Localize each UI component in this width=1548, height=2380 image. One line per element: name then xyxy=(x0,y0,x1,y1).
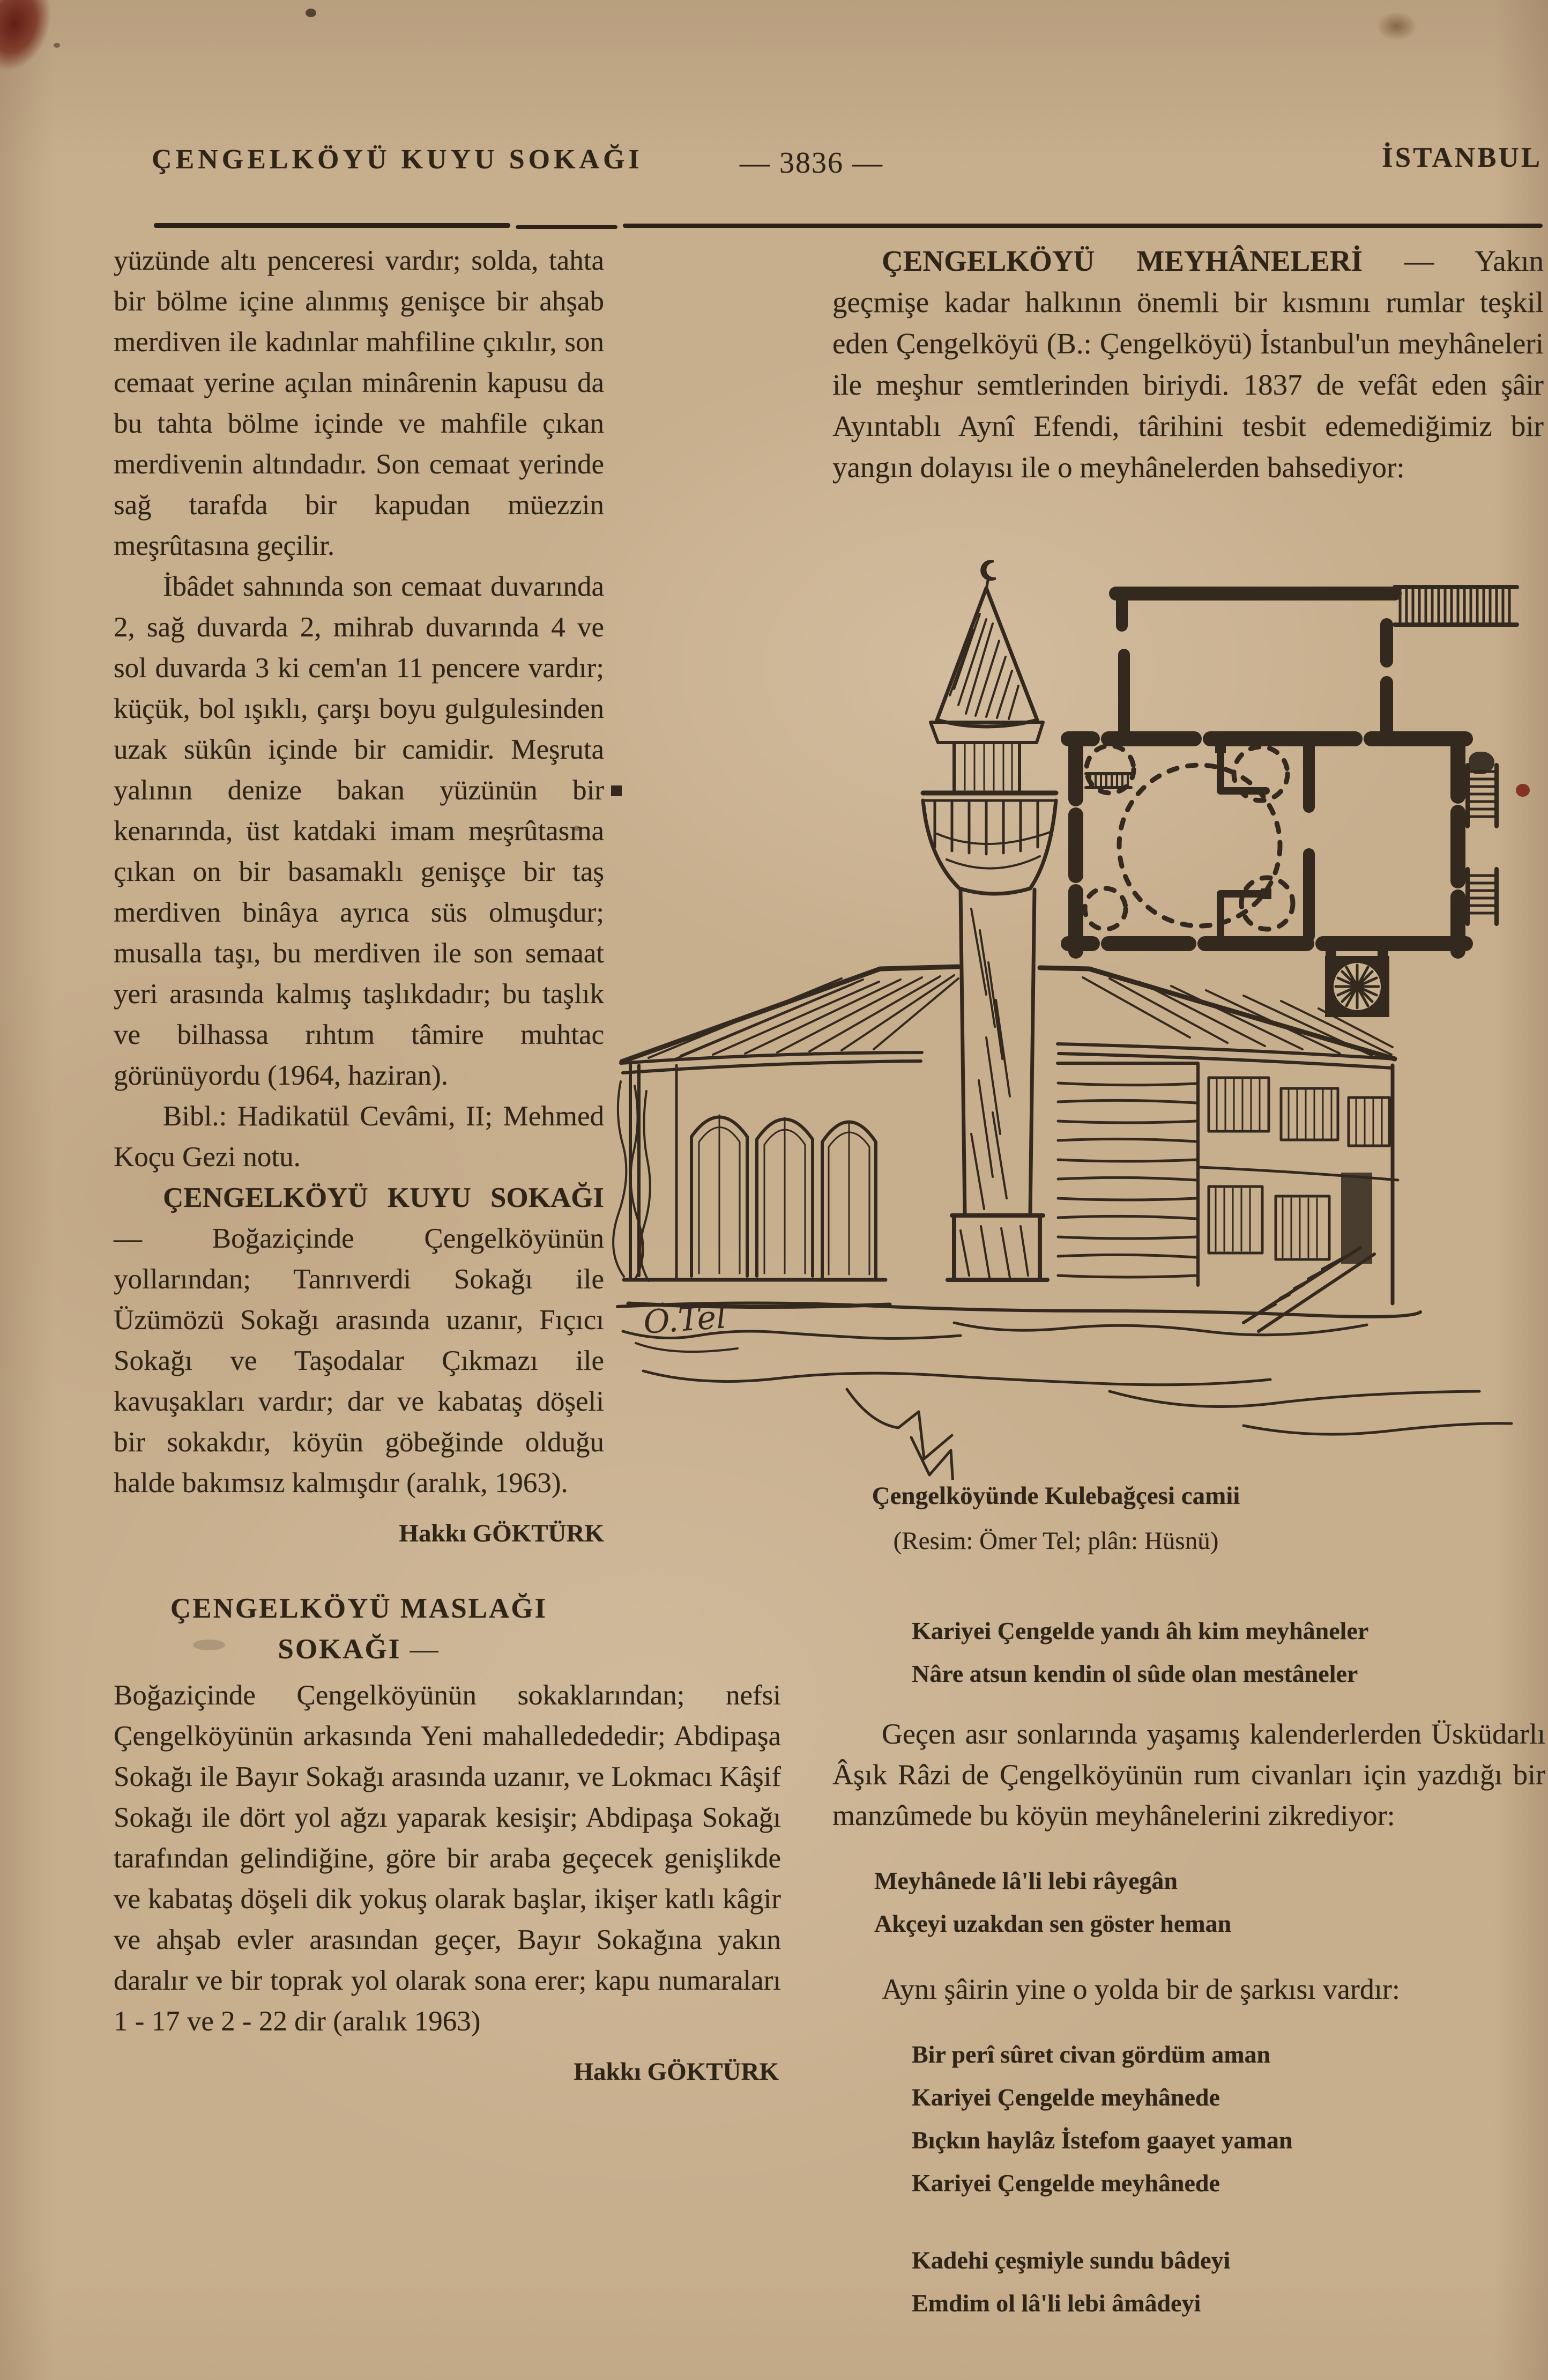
mosque-sketch-figure xyxy=(611,552,1544,1480)
paper-fleck xyxy=(306,9,316,17)
body-paragraph: Geçen asır sonlarında yaşamış kalenderlerden Üsküdarlı Âşık Râzi de Çengelköyünün rum civanları için yazdığı bir manzûmede bu köyün meyhânelerini zikrediyor: xyxy=(832,1718,1545,1832)
paper-smudge xyxy=(1376,12,1417,41)
verse-line: Bıçkın haylâz İstefom gaayet yaman xyxy=(912,2126,1293,2154)
header-rule-segment xyxy=(516,225,617,229)
verse-line: Kariyei Çengelde meyhânede xyxy=(912,2084,1220,2111)
body-paragraph: Aynı şâirin yine o yolda bir de şarkısı vardır: xyxy=(882,1973,1400,2005)
entry-meyhaneleri xyxy=(832,240,1544,488)
entry-body: — Yakın geçmişe kadar halkının önemli bir kısmını rumlar teşkil eden Çengelköyü (B.: Çengelköyü) İstanbul'un meyhâneleri ile meşhur semtlerinden biriydi. 1837 de vefât eden şâir Ayıntablı Aynî Efendi, târihini tesbit edemediğimiz bir yangın dolayısı ile o meyhânelerden bahsediyor: xyxy=(832,244,1544,484)
couplet-1 xyxy=(912,1610,1545,1695)
right-column-top xyxy=(832,240,1544,488)
couplet-3 xyxy=(912,2239,1545,2325)
figure-caption-line1: Çengelköyünde Kulebağçesi camii xyxy=(872,1482,1240,1510)
author-signature: Hakkı GÖKTÜRK xyxy=(399,1519,604,1547)
verse-line: Nâre atsun kendin ol sûde olan mestâneler xyxy=(912,1660,1358,1687)
body-paragraph: yüzünde altı penceresi vardır; solda, tahta bir bölme içine alınmış genişce bir ahşab merdiven ile kadınlar mahfiline çıkılır, son cemaat yerine açılan minârenin kapusu da bu tahta bölme içinde ve mahfile çıkan merdivenin altındadır. Son cemaat yerinde sağ tarafda bir kapudan müezzin meşrûtasına geçilir. xyxy=(114,245,604,561)
verse-line: Emdim ol lâ'li lebi âmâdeyi xyxy=(912,2289,1201,2317)
verse-line: Kariyei Çengelde yandı âh kim meyhâneler xyxy=(912,1617,1369,1644)
header-rule-segment xyxy=(623,224,1543,228)
verse-line: Kariyei Çengelde meyhânede xyxy=(912,2169,1220,2197)
entry-heading: ÇENGELKÖYÜ MASLAĞI SOKAĞI xyxy=(170,1593,548,1665)
header-rule-segment xyxy=(154,223,510,228)
running-title-right: İSTANBUL xyxy=(1382,142,1543,173)
artist-signature: Ö.Tel xyxy=(642,1298,728,1341)
figure-caption-line2: (Resim: Ömer Tel; plân: Hüsnü) xyxy=(893,1527,1219,1555)
verse-line: Meyhânede lâ'li lebi râyegân xyxy=(874,1867,1178,1894)
ink-stain xyxy=(0,0,63,80)
couplet-2 xyxy=(874,1859,1545,1945)
bibliography-note: Bibl.: Hadikatül Cevâmi, II; Mehmed Koçu Gezi notu. xyxy=(114,1101,604,1173)
entry-maslagi-body: Boğaziçinde Çengelköyünün sokaklarından; nefsi Çengelköyünün arkasında Yeni mahalledededir; Abdipaşa Sokağı ile Bayır Sokağı arasında uzanır, ve Lokmacı Kâşif Sokağı ile dört yol ağzı yaparak kesişir; Abdipaşa Sokağı tarafından gelindiğine, göre bir araba geçecek genişlikde ve kabataş döşeli dik yokuş olarak başlar, ikişer katlı kâgir ve ahşab evler arasından geçer, Bayır Sokağına yakın daralır ve bir toprak yol olarak sona erer; kapu numaraları 1 - 17 ve 2 - 22 dir (aralık 1963) xyxy=(114,1680,781,2037)
running-title-left: ÇENGELKÖYÜ KUYU SOKAĞI xyxy=(152,144,643,175)
verse-line: Bir perî sûret civan gördüm aman xyxy=(912,2041,1271,2068)
entry-body: — Boğaziçinde Çengelköyünün yollarından; Tanrıverdi Sokağı ile Üzümözü Sokağı arasında uzanır, Fıçıcı Sokağı ve Taşodalar Çıkmazı ile kavuşakları vardır; dar ve kabataş döşeli bir sokakdır, köyün göbeğinde olduğu halde bakımsız kalmışdır (aralık, 1963). xyxy=(114,1223,604,1499)
entry-heading: ÇENGELKÖYÜ KUYU SOKAĞI xyxy=(163,1182,604,1213)
entry-heading: ÇENGELKÖYÜ MEYHÂNELERİ xyxy=(882,244,1363,277)
author-signature: Hakkı GÖKTÜRK xyxy=(574,2058,779,2086)
page-number: — 3836 — xyxy=(740,146,883,180)
body-paragraph: İbâdet sahnında son cemaat duvarında 2, sağ duvarda 2, mihrab duvarında 4 ve sol duvarda 3 ki cem'an 11 pencere vardır; küçük, bol ışıklı, çarşı boyu gulgulesinden uzak sükûn içinde bir camidir. Meşruta yalının denize bakan yüzünün bir kenarında, üst katdaki imam meşrûtasına çıkan on bir basamaklı genişçe bir taş merdiven binâya ayrıca süs olmuşdur; musalla taşı, bu merdiven ile son semaat yeri arasında kalmış taşlıkdadır; bu taşlık ve bilhassa rıhtım tâmire muhtac görünüyordu (1964, haziran). xyxy=(114,571,604,1091)
paper-fleck xyxy=(54,43,60,48)
quatrain xyxy=(912,2033,1545,2205)
verse-line: Akçeyi uzakdan sen göster heman xyxy=(874,1910,1232,1937)
figure-caption xyxy=(825,1473,1286,1563)
right-column-lower xyxy=(832,1610,1545,2325)
verse-line: Kadehi çeşmiyle sundu bâdeyi xyxy=(912,2246,1231,2274)
heading-dash: — xyxy=(401,1634,440,1665)
